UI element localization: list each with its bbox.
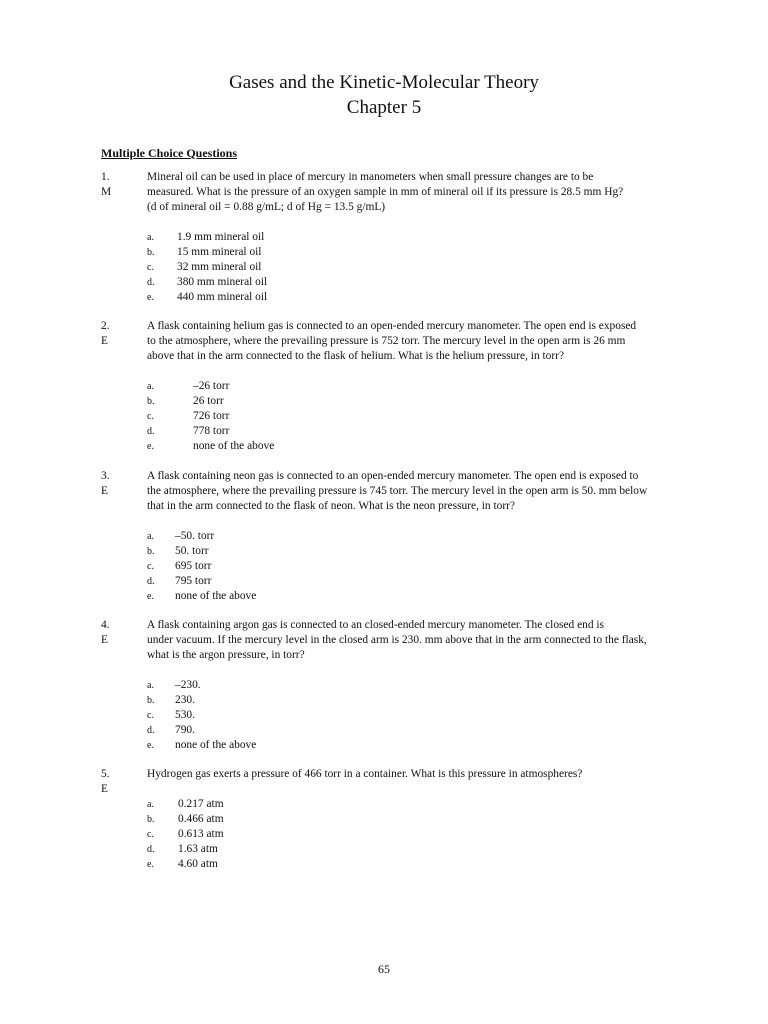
option-text: 32 mm mineral oil — [177, 261, 262, 273]
question-line: A flask containing argon gas is connected to an closed-ended mercury manometer. The closed end is — [147, 619, 604, 631]
question-difficulty: E — [101, 335, 108, 347]
question-number: 5. — [101, 768, 110, 780]
option-letter: a. — [147, 531, 154, 542]
option-letter: a. — [147, 381, 154, 392]
option-text: 790. — [175, 724, 195, 736]
question-line: Hydrogen gas exerts a pressure of 466 torr in a container. What is this pressure in atmospheres? — [147, 768, 583, 780]
question-text — [147, 319, 707, 364]
option-text: 778 torr — [193, 425, 230, 437]
question-number: 1. — [101, 171, 110, 183]
option-text: 530. — [175, 709, 195, 721]
section-heading: Multiple Choice Questions — [101, 146, 238, 160]
option-text: 15 mm mineral oil — [177, 246, 262, 258]
option-letter: b. — [147, 546, 155, 557]
option-text: 1.63 atm — [178, 843, 218, 855]
question-line: above that in the arm connected to the flask of helium. What is the helium pressure, in torr? — [147, 350, 565, 362]
document-title: Gases and the Kinetic-Molecular Theory — [229, 72, 539, 93]
question-line: A flask containing helium gas is connected to an open-ended mercury manometer. The open end is exposed — [147, 320, 637, 332]
question-line: measured. What is the pressure of an oxygen sample in mm of mineral oil if its pressure is 28.5 mm Hg? — [147, 186, 624, 198]
question-difficulty: M — [101, 186, 112, 198]
question-number: 3. — [101, 470, 110, 482]
option-letter: a. — [147, 799, 154, 810]
option-text: none of the above — [175, 590, 257, 602]
option-letter: e. — [147, 441, 154, 452]
option-text: 26 torr — [193, 395, 224, 407]
option-text: 695 torr — [175, 560, 212, 572]
option-text: 4.60 atm — [178, 858, 218, 870]
question-text — [147, 767, 707, 782]
question-text — [147, 170, 707, 215]
question-difficulty: E — [101, 783, 108, 795]
question-line: to the atmosphere, where the prevailing pressure is 752 torr. The mercury level in the open arm is 26 mm — [147, 335, 626, 347]
chapter-title: Chapter 5 — [346, 97, 422, 118]
option-letter: a. — [147, 680, 154, 691]
question-number: 4. — [101, 619, 110, 631]
question-line: (d of mineral oil = 0.88 g/mL; d of Hg = 13.5 g/mL) — [147, 201, 386, 213]
option-text: none of the above — [175, 739, 257, 751]
question-line: Mineral oil can be used in place of mercury in manometers when small pressure changes are to be — [147, 171, 594, 183]
option-text: 0.217 atm — [178, 798, 224, 810]
option-letter: d. — [147, 725, 155, 736]
option-letter: d. — [147, 576, 155, 587]
option-letter: b. — [147, 396, 155, 407]
option-letter: b. — [147, 814, 155, 825]
question-line: under vacuum. If the mercury level in the closed arm is 230. mm above that in the arm connected to the flask, — [147, 634, 647, 646]
option-text: 0.466 atm — [178, 813, 224, 825]
option-letter: a. — [147, 232, 154, 243]
question-difficulty: E — [101, 634, 108, 646]
option-letter: b. — [147, 695, 155, 706]
option-text: –50. torr — [175, 530, 215, 542]
option-text: 380 mm mineral oil — [177, 276, 268, 288]
option-text: none of the above — [193, 440, 275, 452]
option-text: 795 torr — [175, 575, 212, 587]
option-letter: e. — [147, 740, 154, 751]
option-text: 726 torr — [193, 410, 230, 422]
option-letter: e. — [147, 859, 154, 870]
option-letter: c. — [147, 829, 154, 840]
option-letter: c. — [147, 262, 154, 273]
option-text: 440 mm mineral oil — [177, 291, 268, 303]
option-text: –26 torr — [193, 380, 230, 392]
question-line: that in the arm connected to the flask of neon. What is the neon pressure, in torr? — [147, 500, 515, 512]
page-number: 65 — [378, 962, 390, 976]
question-difficulty: E — [101, 485, 108, 497]
option-letter: e. — [147, 591, 154, 602]
option-letter: e. — [147, 292, 154, 303]
option-text: 0.613 atm — [178, 828, 224, 840]
option-letter: d. — [147, 844, 155, 855]
question-line: what is the argon pressure, in torr? — [147, 649, 305, 661]
option-letter: d. — [147, 277, 155, 288]
question-line: A flask containing neon gas is connected to an open-ended mercury manometer. The open end is exposed to — [147, 470, 639, 482]
question-text — [147, 469, 707, 514]
option-letter: d. — [147, 426, 155, 437]
question-text — [147, 618, 707, 663]
option-text: 50. torr — [175, 545, 209, 557]
option-text: 230. — [175, 694, 195, 706]
option-text: 1.9 mm mineral oil — [177, 231, 265, 243]
option-letter: b. — [147, 247, 155, 258]
question-line: the atmosphere, where the prevailing pressure is 745 torr. The mercury level in the open arm is 50. mm below — [147, 485, 648, 497]
option-letter: c. — [147, 411, 154, 422]
option-letter: c. — [147, 710, 154, 721]
question-number: 2. — [101, 320, 110, 332]
option-text: –230. — [175, 679, 201, 691]
option-letter: c. — [147, 561, 154, 572]
